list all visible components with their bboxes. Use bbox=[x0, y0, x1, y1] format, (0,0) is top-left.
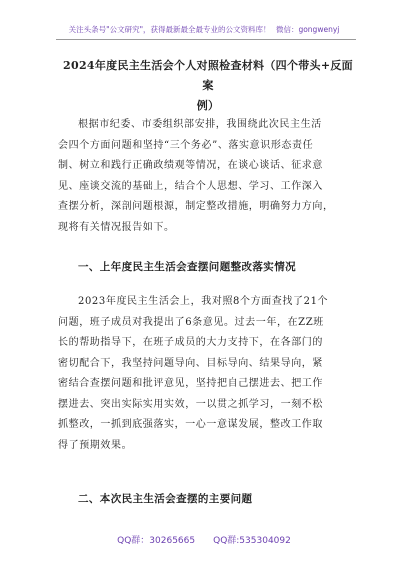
qq-group-1: QQ群：30265665 bbox=[117, 536, 196, 546]
paragraph-line: 2023年度民主生活会上，我对照8个方面查找了21个 bbox=[78, 296, 329, 307]
paragraph-line: 问题，班子成员对我提出了6条意见。过去一年，在ZZ班 bbox=[58, 316, 324, 328]
paragraph-line: 根据市纪委、市委组织部安排，我围绕此次民主生活 bbox=[78, 119, 322, 130]
paragraph-line: 摆进去、突出实际实用实效，一以贯之抓学习，一刻不松 bbox=[58, 398, 323, 410]
section-heading: 二、本次民主生活会查摆的主要问题 bbox=[78, 493, 253, 505]
section-heading: 一、上年度民主生活会查摆问题整改落实情况 bbox=[78, 261, 296, 273]
paragraph-line: 见、座谈交流的基础上，结合个人思想、学习、工作深入 bbox=[58, 180, 323, 192]
wechat-id: gongwenyj bbox=[298, 25, 340, 34]
paragraph-line: 查摆分析，深剖问题根源，制定整改措施，明确努力方向， bbox=[58, 201, 334, 212]
paragraph-line: 会四个方面问题和坚持“三个务必”、落实意识形态责任 bbox=[58, 139, 314, 151]
title-line: 2024年度民主生活会个人对照检查材料（四个带头+反面案 bbox=[63, 59, 353, 92]
paragraph-line: 密切配合下，我坚持问题导向、目标导向、结果导向，紧 bbox=[58, 357, 323, 369]
paragraph-line: 抓整改，一抓到底强落实，一心一意谋发展，整改工作取 bbox=[58, 419, 323, 430]
paragraph-line: 得了预期效果。 bbox=[58, 439, 133, 451]
intro-paragraph bbox=[58, 115, 344, 238]
section1-paragraph bbox=[58, 292, 344, 456]
wechat-label: 微信： bbox=[275, 25, 299, 34]
paragraph-line: 密结合查摆问题和批评意见，坚持把自己摆进去、把工作 bbox=[58, 378, 323, 389]
qq-group-2: QQ群:535304092 bbox=[213, 536, 291, 546]
header-note bbox=[0, 24, 408, 35]
header-divider bbox=[56, 39, 356, 40]
header-note-text: 关注头条号"公文研究"，获得最新最全最专业的公文资料库！ bbox=[68, 25, 271, 34]
footer bbox=[0, 533, 408, 546]
paragraph-line: 长的帮助指导下，在班子成员的大力支持下，在各部门的 bbox=[58, 337, 323, 348]
paragraph-line: 现将有关情况报告如下。 bbox=[58, 221, 175, 233]
paragraph-line: 制、树立和践行正确政绩观等情况，在谈心谈话、征求意 bbox=[58, 160, 323, 171]
title-line: 例） bbox=[196, 99, 220, 112]
document-title bbox=[58, 56, 358, 116]
